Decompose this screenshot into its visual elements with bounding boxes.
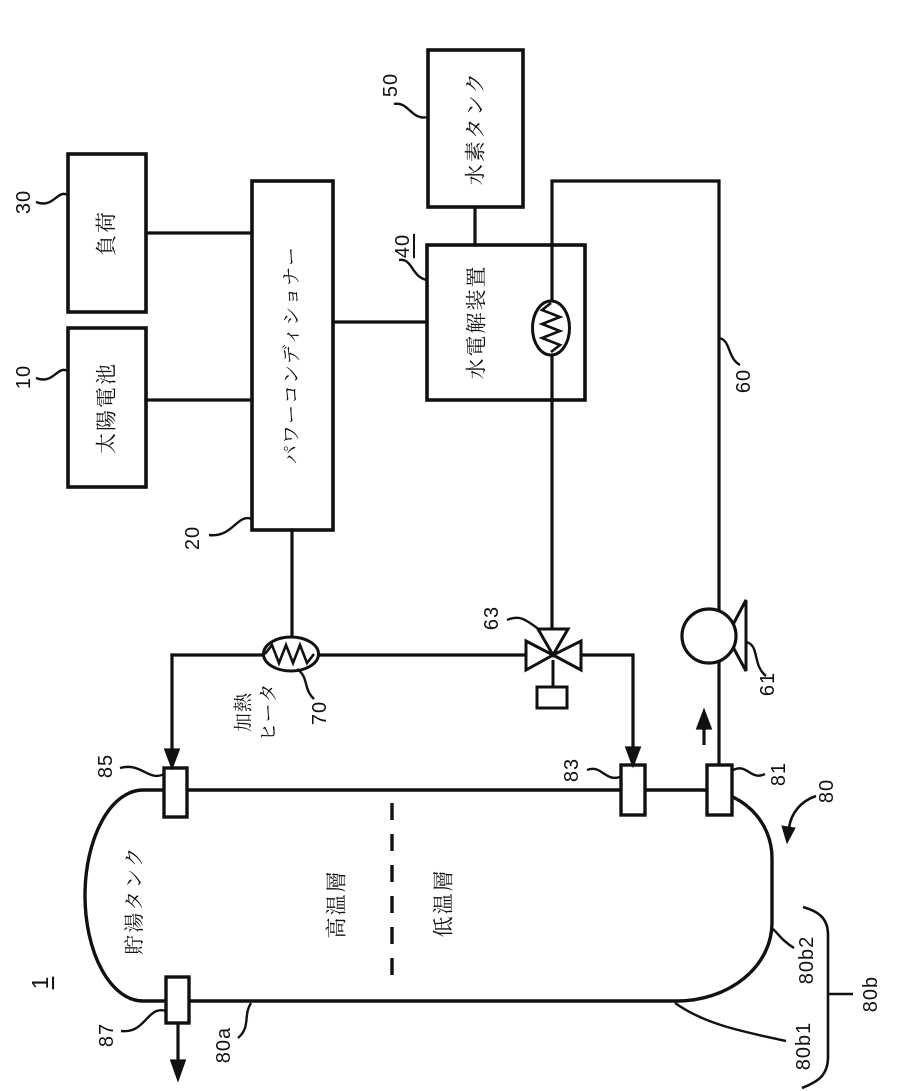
leader-30 bbox=[36, 194, 68, 204]
leader-80b2 bbox=[773, 929, 794, 948]
leader-80a bbox=[238, 1003, 251, 1038]
ref-60: 60 bbox=[733, 368, 755, 394]
flow-arrow-up-60-icon bbox=[698, 712, 710, 745]
valve-actuator bbox=[537, 687, 567, 708]
ref-87: 87 bbox=[96, 1022, 118, 1048]
ref-80b: 80b bbox=[860, 975, 882, 1013]
leader-50 bbox=[394, 104, 428, 118]
leader-87 bbox=[121, 1010, 166, 1031]
ref-50: 50 bbox=[380, 72, 402, 98]
hot-layer-label: 高温層 bbox=[325, 869, 349, 939]
leader-60 bbox=[719, 338, 740, 365]
tap-outlet-arrow-87-icon bbox=[172, 1023, 184, 1078]
ref-30: 30 bbox=[13, 189, 35, 215]
storage-tank-outline bbox=[85, 790, 772, 1001]
ref-83: 83 bbox=[561, 757, 583, 783]
port-85 bbox=[164, 768, 187, 817]
leader-10 bbox=[36, 370, 68, 380]
ref-80: 80 bbox=[816, 778, 838, 804]
leader-40 bbox=[399, 260, 427, 280]
leader-83 bbox=[587, 769, 620, 778]
leader-70 bbox=[297, 669, 314, 699]
figure-number: 1 bbox=[27, 976, 54, 990]
flow-arrow-into-83-icon bbox=[627, 748, 639, 764]
leader-20 bbox=[209, 518, 252, 535]
storage-tank-label: 貯湯タンク bbox=[124, 845, 146, 955]
ref-80-arrow-icon bbox=[782, 796, 816, 843]
ref-85: 85 bbox=[95, 753, 117, 779]
heating-heater-label: 加熱 ヒータ bbox=[233, 682, 279, 742]
cold-layer-label: 低温層 bbox=[432, 868, 456, 938]
ref-40: 40 bbox=[392, 233, 414, 259]
leader-63 bbox=[507, 618, 540, 630]
ref-80b1: 80b1 bbox=[793, 1021, 815, 1071]
three-way-valve-icon bbox=[526, 629, 581, 708]
power-conditioner-label: パワーコンディショナー bbox=[281, 245, 303, 465]
leader-81 bbox=[733, 768, 765, 775]
ref-70: 70 bbox=[309, 700, 331, 726]
pipe-valve-to-port83 bbox=[580, 655, 633, 750]
pump-icon bbox=[682, 600, 746, 671]
ref-10: 10 bbox=[13, 364, 35, 390]
leader-80b1 bbox=[675, 1003, 786, 1041]
ref-81: 81 bbox=[768, 761, 790, 787]
ref-63: 63 bbox=[481, 605, 503, 631]
hydrogen-tank-label: 水素タンク bbox=[464, 70, 488, 186]
ref-80a: 80a bbox=[213, 1026, 235, 1064]
ref-80b2: 80b2 bbox=[796, 935, 818, 985]
leader-85 bbox=[120, 767, 164, 776]
flow-arrow-into-85-icon bbox=[166, 750, 178, 766]
pump-circle bbox=[682, 609, 736, 663]
port-83 bbox=[621, 765, 645, 815]
ref-20: 20 bbox=[182, 525, 204, 551]
ref-61: 61 bbox=[757, 671, 779, 697]
port-81 bbox=[707, 765, 732, 815]
load-label: 負荷 bbox=[95, 210, 119, 256]
electrolyzer-label: 水電解装置 bbox=[465, 264, 489, 380]
heater70-ellipse bbox=[264, 637, 319, 671]
solar-cell-label: 太陽電池 bbox=[95, 362, 119, 454]
port-87 bbox=[166, 977, 189, 1023]
